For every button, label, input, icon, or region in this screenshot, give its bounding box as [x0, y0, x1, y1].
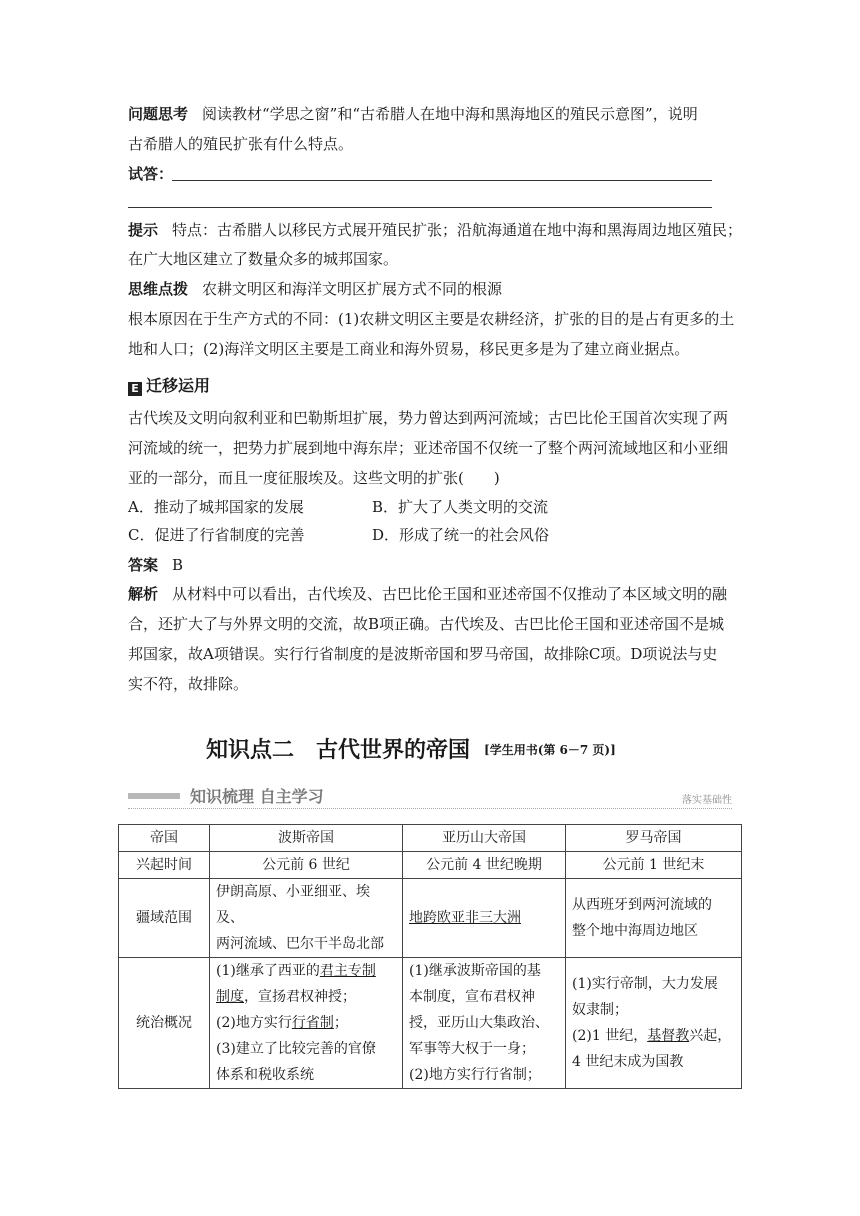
- underlined-term: 君主专制: [319, 963, 376, 979]
- knowledge-point-title: [206, 733, 616, 764]
- table-cell: 公元前 6 世纪: [210, 852, 403, 879]
- cell-text: (1)继承了西亚的: [216, 963, 320, 979]
- option-c[interactable]: C．促进了行省制度的完善: [128, 526, 305, 544]
- banner-divider: [128, 808, 732, 809]
- cell-line: [216, 984, 396, 1010]
- thinking-heading: [128, 279, 502, 299]
- table-row-rule: [119, 958, 742, 1089]
- table-header-cell: 波斯帝国: [210, 825, 403, 852]
- row-label: 统治概况: [119, 958, 210, 1089]
- table-cell: [210, 958, 403, 1089]
- cell-text: (2)地方实行: [216, 1015, 292, 1031]
- table-cell: [403, 958, 566, 1089]
- table-cell: 公元前 1 世纪末: [566, 852, 742, 879]
- analysis-text-4: 实不符，故排除。: [128, 675, 249, 693]
- table-row-territory: [119, 879, 742, 958]
- cell-text: (2)1 世纪，: [572, 1028, 648, 1044]
- analysis-text-2: 合，还扩大了与外界文明的交流，故B项正确。古代埃及、古巴比伦王国和亚述帝国不是城: [128, 615, 725, 633]
- cell-line: (1)实行帝制，大力发展: [572, 976, 718, 992]
- empire-table: [118, 824, 742, 1089]
- underlined-term: 基督教: [647, 1028, 690, 1044]
- answer-prompt-label: 试答：: [128, 165, 174, 183]
- hint-line-1: [128, 220, 742, 240]
- answer-line-2[interactable]: [128, 207, 712, 208]
- answer-label: 答案: [128, 556, 159, 574]
- hint-text-1: 特点：古希腊人以移民方式展开殖民扩张；沿航海通道在地中海和黑海周边地区殖民；: [172, 221, 743, 239]
- table-cell: [566, 958, 742, 1089]
- cell-line: [216, 1010, 396, 1036]
- table-row-rise: [119, 852, 742, 879]
- cell-line: (2)地方实行行省制；: [409, 1067, 541, 1083]
- question-text-1: 阅读教材“学思之窗”和“古希腊人在地中海和黑海地区的殖民示意图”，说明: [202, 105, 698, 123]
- cell-text: 兴起，: [689, 1028, 732, 1044]
- transfer-text-2: 河流域的统一，把势力扩展到地中海东岸；亚述帝国不仅统一了整个两河流域地区和小亚细: [128, 439, 729, 457]
- table-header-cell: 亚历山大帝国: [403, 825, 566, 852]
- banner-subtitle: 落实基础性: [682, 795, 732, 806]
- row-label: 兴起时间: [119, 852, 210, 879]
- cell-line: 军事等大权于一身；: [409, 1041, 535, 1057]
- question-text-2: 古希腊人的殖民扩张有什么特点。: [128, 135, 354, 153]
- underlined-term: 行省制: [291, 1015, 334, 1031]
- textbook-page-ref: [学生用书(第 6－7 页)]: [484, 743, 616, 757]
- hint-label: 提示: [128, 221, 159, 239]
- analysis-line-1: [128, 584, 727, 604]
- question-line-1: [128, 104, 698, 124]
- cell-line: (1)继承波斯帝国的基: [409, 963, 541, 979]
- analysis-text-1: 从材料中可以看出，古代埃及、古巴比伦王国和亚述帝国不仅推动了本区域文明的融: [172, 585, 728, 603]
- thinking-title: 农耕文明区和海洋文明区扩展方式不同的根源: [202, 280, 503, 298]
- section-e-icon: E: [128, 382, 142, 396]
- table-cell: [566, 879, 742, 958]
- banner-title: 知识梳理 自主学习: [190, 787, 324, 806]
- question-label: 问题思考: [128, 105, 189, 123]
- hint-text-2: 在广大地区建立了数量众多的城邦国家。: [128, 250, 399, 268]
- transfer-heading: [128, 376, 210, 396]
- option-a[interactable]: A．推动了城邦国家的发展: [128, 498, 304, 516]
- cell-line: 整个地中海周边地区: [572, 923, 698, 939]
- analysis-label: 解析: [128, 585, 159, 603]
- thinking-label: 思维点拨: [128, 280, 189, 298]
- table-cell: 公元前 4 世纪晚期: [403, 852, 566, 879]
- cell-line: [572, 1023, 735, 1049]
- cell-line: 授，亚历山大集政治、: [409, 1015, 549, 1031]
- underlined-term: 制度: [216, 989, 244, 1005]
- cell-line: 两河流域、巴尔干半岛北部: [216, 936, 384, 952]
- underlined-term: 地跨欧亚非三大洲: [409, 910, 521, 926]
- analysis-text-3: 邦国家，故A项错误。实行行省制度的是波斯帝国和罗马帝国，故排除C项。D项说法与史: [128, 645, 718, 663]
- cell-line: 4 世纪末成为国教: [572, 1054, 684, 1070]
- knowledge-point-title-text: 知识点二 古代世界的帝国: [206, 738, 471, 763]
- answer-row: [128, 555, 183, 575]
- cell-line: 奴隶制；: [572, 1002, 628, 1018]
- answer-value: B: [172, 556, 184, 574]
- cell-line: [216, 958, 396, 984]
- cell-line: 从西班牙到两河流域的: [572, 897, 712, 913]
- table-cell: [210, 879, 403, 958]
- row-label: 疆域范围: [119, 879, 210, 958]
- table-header-row: [119, 825, 742, 852]
- option-b[interactable]: B．扩大了人类文明的交流: [372, 498, 549, 516]
- cell-line: 本制度，宣布君权神: [409, 989, 535, 1005]
- cell-line: 伊朗高原、小亚细亚、埃及、: [216, 884, 370, 926]
- transfer-text-1: 古代埃及文明向叙利亚和巴勒斯坦扩展，势力曾达到两河流域；古巴比伦王国首次实现了两: [128, 409, 729, 427]
- cell-text: ；: [333, 1015, 348, 1031]
- table-cell: [403, 879, 566, 958]
- answer-line-1[interactable]: [172, 180, 712, 181]
- table-header-cell: 罗马帝国: [566, 825, 742, 852]
- banner-bar: [128, 793, 180, 799]
- cell-line: 体系和税收系统: [216, 1067, 314, 1083]
- cell-text: ，宣扬君权神授；: [244, 989, 356, 1005]
- option-d[interactable]: D．形成了统一的社会风俗: [372, 526, 550, 544]
- thinking-text-2: 地和人口；(2)海洋文明区主要是工商业和海外贸易，移民更多是为了建立商业据点。: [128, 340, 690, 358]
- thinking-text-1: 根本原因在于生产方式的不同：(1)农耕文明区主要是农耕经济，扩张的目的是占有更多的土: [128, 310, 735, 328]
- transfer-text-3: 亚的一部分，而且一度征服埃及。这些文明的扩张( ): [128, 469, 500, 487]
- cell-line: (3)建立了比较完善的官僚: [216, 1041, 376, 1057]
- table-header-cell: 帝国: [119, 825, 210, 852]
- transfer-heading-text: 迁移运用: [146, 376, 211, 395]
